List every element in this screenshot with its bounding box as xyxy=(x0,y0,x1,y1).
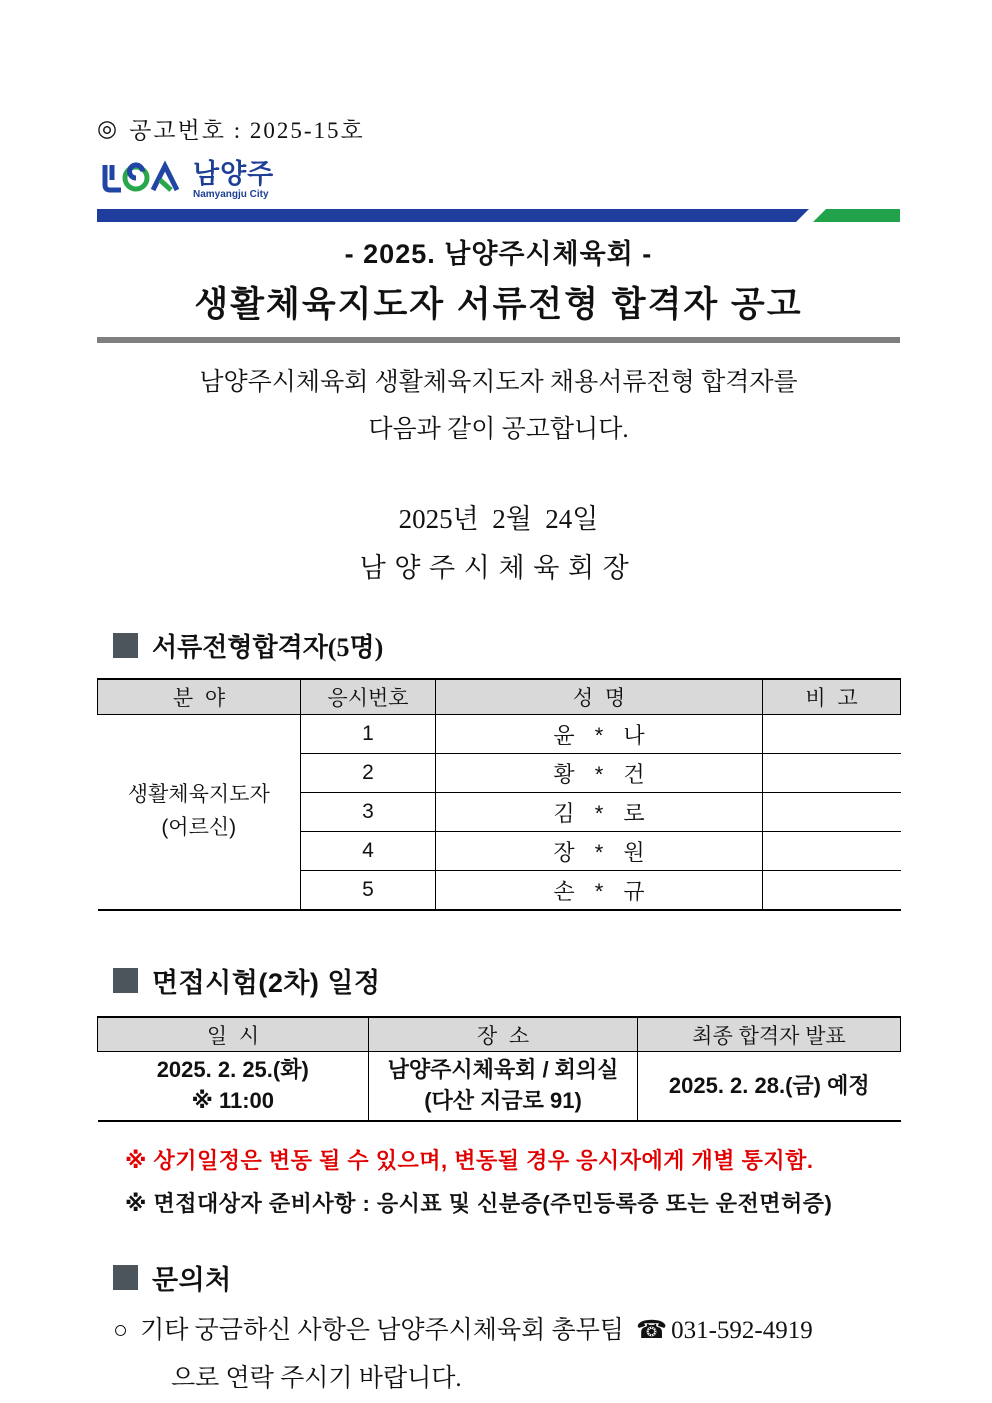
pass-list-table xyxy=(97,678,901,911)
circle-bullet-icon: ○ xyxy=(113,1317,129,1344)
contact-text: 기타 궁금하신 사항은 남양주시체육회 총무팀 xyxy=(140,1317,624,1344)
field-line-1: 생활체육지도자 xyxy=(127,783,270,807)
interview-place: 남양주시체육회 / 회의실 xyxy=(387,1057,619,1083)
logo-city-name-ko: 남양주 xyxy=(193,158,275,189)
namyangju-logo-mark-icon xyxy=(97,156,185,205)
document-subtitle: - 2025. 남양주시체육회 - xyxy=(344,239,653,269)
title-divider xyxy=(97,337,900,343)
signer: 남양주시체육회장 xyxy=(359,553,638,583)
applicant-name: 장 * 원 xyxy=(436,832,763,871)
note-cell xyxy=(763,793,901,832)
section-heading-pass-list xyxy=(113,627,900,664)
table-header-row xyxy=(98,679,901,715)
double-circle-icon: ◎ xyxy=(97,115,120,141)
contact-block xyxy=(113,1307,900,1403)
phone-number: 031-592-4919 xyxy=(671,1317,813,1344)
intro-line-1: 남양주시체육회 생활체육지도자 채용서류전형 합격자를 xyxy=(199,369,798,396)
document-title: 생활체육지도자 서류전형 합격자 공고 xyxy=(194,285,803,324)
section-heading-interview xyxy=(113,961,900,1000)
notice-number-text: 공고번호 : 2025-15호 xyxy=(129,118,365,143)
applicant-name: 윤 * 나 xyxy=(436,715,763,754)
field-merged-cell xyxy=(98,715,301,911)
col-header-name: 성 명 xyxy=(436,679,763,715)
square-bullet-icon xyxy=(113,1265,138,1290)
field-line-2: (어르신) xyxy=(161,816,237,839)
applicant-number: 3 xyxy=(301,793,436,832)
col-header-final-announcement: 최종 합격자 발표 xyxy=(638,1017,901,1052)
document-page xyxy=(97,0,900,1403)
col-header-datetime: 일 시 xyxy=(98,1017,369,1052)
phone-icon: ☎ xyxy=(635,1317,668,1344)
section2-heading-text: 면접시험(2차) 일정 xyxy=(152,968,381,998)
interview-time: ※ 11:00 xyxy=(191,1088,275,1113)
contact-line-1 xyxy=(113,1307,900,1355)
header-accent-bar xyxy=(97,209,900,222)
interview-datetime-cell xyxy=(98,1052,369,1122)
applicant-number: 5 xyxy=(301,871,436,911)
contact-line-2: 으로 연락 주시기 바랍니다. xyxy=(171,1365,462,1392)
announcement-date: 2025년 2월 24일 xyxy=(398,504,599,534)
applicant-name: 김 * 로 xyxy=(436,793,763,832)
interview-place-cell xyxy=(369,1052,638,1122)
notice-number-line xyxy=(97,112,900,145)
square-bullet-icon xyxy=(113,968,138,993)
col-header-field: 분 야 xyxy=(98,679,301,715)
note-cell xyxy=(763,715,901,754)
final-announcement-cell: 2025. 2. 28.(금) 예정 xyxy=(638,1052,901,1122)
section-heading-contact xyxy=(113,1258,900,1297)
section1-heading-text: 서류전형합격자(5명) xyxy=(152,633,384,662)
table-header-row xyxy=(98,1017,901,1052)
note-cell xyxy=(763,832,901,871)
table-row xyxy=(98,715,901,754)
applicant-number: 4 xyxy=(301,832,436,871)
applicant-number: 2 xyxy=(301,754,436,793)
col-header-place: 장 소 xyxy=(369,1017,638,1052)
square-bullet-icon xyxy=(113,633,138,658)
interview-address: (다산 지금로 91) xyxy=(424,1088,582,1113)
interview-schedule-table xyxy=(97,1016,901,1122)
note-cell xyxy=(763,871,901,911)
city-logo xyxy=(97,157,900,203)
preparation-note: ※ 면접대상자 준비사항 : 응시표 및 신분증(주민등록증 또는 운전면허증) xyxy=(125,1191,833,1216)
applicant-name: 손 * 규 xyxy=(436,871,763,911)
note-cell xyxy=(763,754,901,793)
schedule-change-note: ※ 상기일정은 변동 될 수 있으며, 변동될 경우 응시자에게 개별 통지함. xyxy=(125,1148,814,1173)
applicant-number: 1 xyxy=(301,715,436,754)
intro-line-2: 다음과 같이 공고합니다. xyxy=(368,416,629,443)
table-row xyxy=(98,1052,901,1122)
section3-heading-text: 문의처 xyxy=(152,1265,232,1295)
interview-date: 2025. 2. 25.(화) xyxy=(156,1057,309,1083)
intro-paragraph xyxy=(97,359,900,453)
col-header-number: 응시번호 xyxy=(301,679,436,715)
logo-city-name-en: Namyangju City xyxy=(193,188,269,200)
col-header-note: 비 고 xyxy=(763,679,901,715)
applicant-name: 황 * 건 xyxy=(436,754,763,793)
